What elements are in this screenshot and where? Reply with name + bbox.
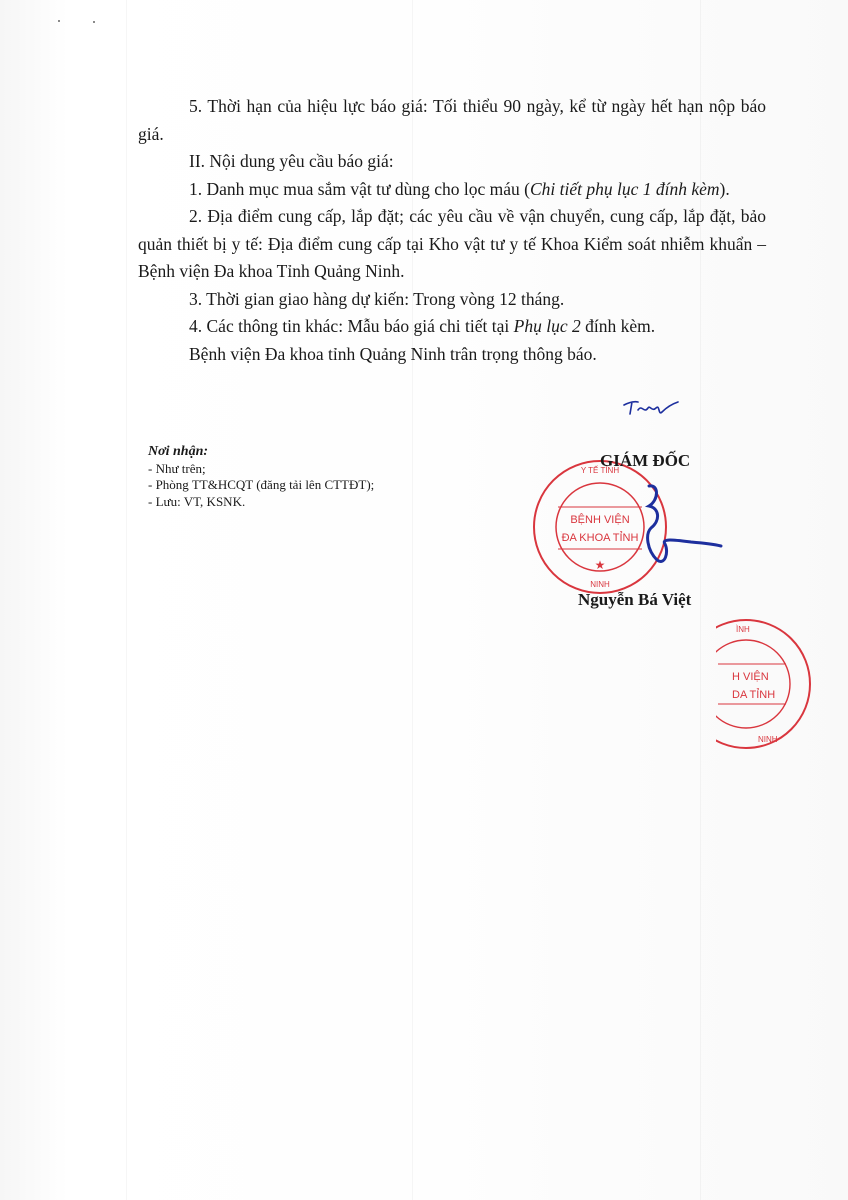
scan-speck (93, 21, 95, 23)
item-1-end: ). (719, 178, 730, 199)
recipient-item: - Như trên; (148, 460, 206, 476)
paragraph-item-2: 2. Địa điểm cung cấp, lắp đặt; các yêu cầu về vận chuyển, cung cấp, lắp đặt, bảo quản thiết bị y tế: Địa điểm cung cấp tại Kho vật tư y tế Khoa Kiểm soát nhiễm khuẩn – Bệnh viện Đa khoa Tỉnh Quảng Ninh. (138, 206, 766, 281)
item-4-end: đính kèm. (580, 316, 656, 336)
seal-star-icon: ★ (594, 558, 606, 572)
paragraph-closing: Bệnh viện Đa khoa tỉnh Quảng Ninh trân trọng thông báo. (189, 343, 597, 364)
recipient-item: - Lưu: VT, KSNK. (148, 493, 246, 509)
item-4-italic: Phụ lục 2 (513, 316, 581, 336)
paragraph-item-4 (138, 313, 766, 341)
partial-seal-top-text: ÌNH (736, 625, 750, 634)
signer-name: Nguyễn Bá Việt (578, 590, 692, 609)
partial-seal-line-1: H VIỆN (732, 671, 769, 683)
body-text (138, 93, 766, 368)
initials-signature (622, 396, 682, 418)
scan-artifact (126, 0, 127, 1200)
paragraph-item-1 (138, 176, 766, 204)
seal-line-2: ĐA KHOA TỈNH (561, 532, 639, 544)
partial-seal-bottom-text: NINH (758, 735, 778, 744)
recipients-heading: Nơi nhận: (148, 444, 209, 459)
scan-speck (58, 20, 60, 22)
paragraph-section-heading: II. Nội dung yêu cầu báo giá: (189, 151, 394, 171)
seal-bottom-text: NINH (590, 580, 610, 589)
recipient-item: - Phòng TT&HCQT (đăng tải lên CTTĐT); (148, 477, 375, 492)
paragraph-item-3: 3. Thời gian giao hàng dự kiến: Trong vòng 12 tháng. (189, 288, 565, 309)
seal-top-text: Y TẾ TỈNH (580, 466, 620, 475)
paragraph-validity: 5. Thời hạn của hiệu lực báo giá: Tối thiểu 90 ngày, kể từ ngày hết hạn nộp báo giá. (138, 96, 766, 144)
handwritten-signature (635, 480, 725, 570)
item-4-text: 4. Các thông tin khác: Mẫu báo giá chi tiết tại (189, 316, 514, 336)
signer-title: GIÁM ĐỐC (600, 451, 691, 470)
item-1-text: 1. Danh mục mua sắm vật tư dùng cho lọc máu ( (189, 178, 530, 199)
seal-line-1: BỆNH VIỆN (570, 514, 630, 526)
partial-seal (716, 614, 816, 754)
partial-seal-line-2: DA TỈNH (732, 689, 776, 701)
recipients-block (148, 444, 374, 510)
item-1-italic: Chi tiết phụ lục 1 đính kèm (529, 178, 720, 199)
